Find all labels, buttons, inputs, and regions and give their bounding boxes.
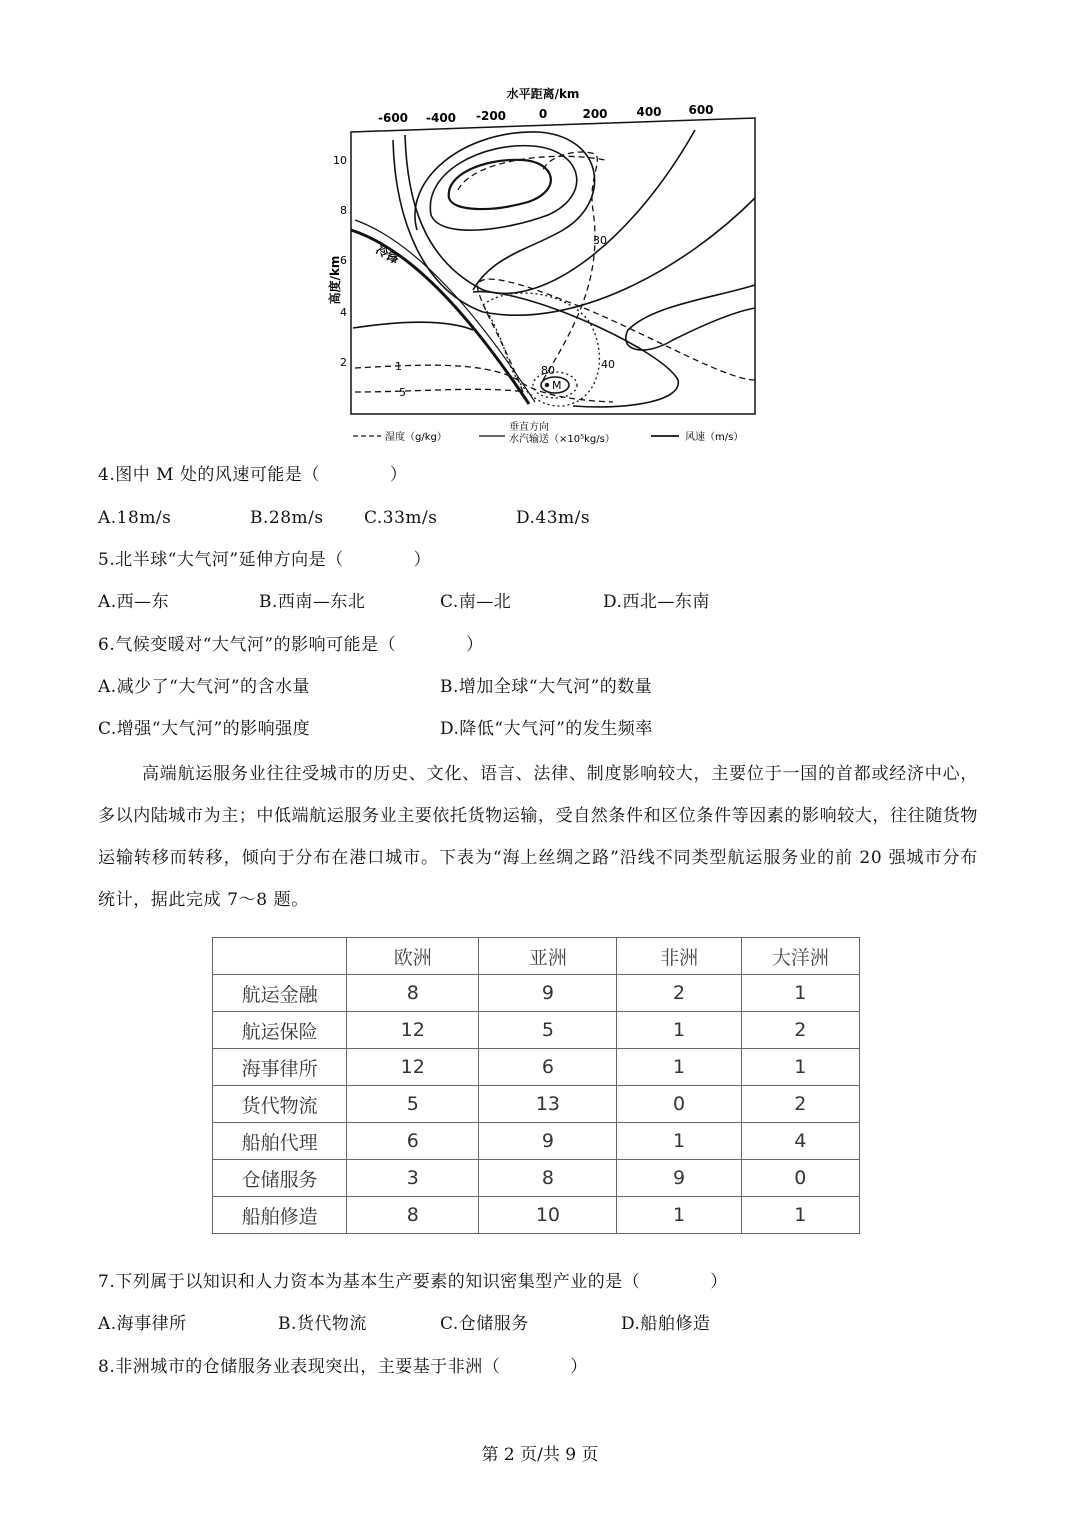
left-axis-title: 高度/km bbox=[328, 255, 342, 305]
question-4-stem: 4.图中 M 处的风速可能是（ ） bbox=[98, 465, 408, 485]
table-cell: 4 bbox=[741, 1123, 859, 1160]
top-tick: -600 bbox=[377, 111, 409, 125]
question-6-option-d[interactable]: D.降低“大气河”的发生频率 bbox=[440, 719, 653, 739]
vapor-80-label: 80 bbox=[541, 364, 555, 377]
vapor-transport-contours bbox=[483, 293, 599, 406]
question-4-option-b[interactable]: B.28m/s bbox=[250, 508, 324, 528]
table-cell: 8 bbox=[347, 975, 479, 1012]
table-header-cell bbox=[213, 938, 347, 975]
legend-vapor-line1: 垂直方向 bbox=[509, 422, 549, 433]
question-4-option-a[interactable]: A.18m/s bbox=[98, 508, 172, 528]
table-cell: 2 bbox=[741, 1012, 859, 1049]
question-5-option-d[interactable]: D.西北—东南 bbox=[603, 592, 710, 612]
table-cell: 9 bbox=[479, 1123, 617, 1160]
table-cell: 3 bbox=[347, 1160, 479, 1197]
table-cell: 1 bbox=[617, 1012, 741, 1049]
top-tick: 200 bbox=[582, 107, 608, 121]
shipping-services-table bbox=[212, 937, 860, 1234]
top-tick: 0 bbox=[538, 107, 548, 121]
question-7-option-d[interactable]: D.船舶修造 bbox=[621, 1314, 711, 1334]
table-row bbox=[213, 1049, 860, 1086]
table-cell: 12 bbox=[347, 1012, 479, 1049]
question-7-option-b[interactable]: B.货代物流 bbox=[278, 1314, 367, 1334]
question-7-option-c[interactable]: C.仓储服务 bbox=[440, 1314, 529, 1334]
wind-30-label: 30 bbox=[593, 234, 607, 247]
table-cell: 0 bbox=[741, 1160, 859, 1197]
top-axis-title: 水平距离/km bbox=[506, 87, 580, 101]
question-7-option-a[interactable]: A.海事律所 bbox=[98, 1314, 187, 1334]
top-tick: 600 bbox=[688, 103, 714, 117]
table-cell: 6 bbox=[479, 1049, 617, 1086]
table-cell: 1 bbox=[741, 1049, 859, 1086]
humidity-5-label: 5 bbox=[399, 386, 406, 399]
table-cell: 仓储服务 bbox=[213, 1160, 347, 1197]
legend-vapor-line2: 水汽输送（×10⁵kg/s） bbox=[509, 434, 615, 445]
table-header-cell: 非洲 bbox=[617, 938, 741, 975]
table-cell: 船舶修造 bbox=[213, 1197, 347, 1234]
top-tick: 400 bbox=[636, 105, 662, 119]
table-cell: 货代物流 bbox=[213, 1086, 347, 1123]
left-tick: 8 bbox=[340, 204, 347, 217]
table-cell: 13 bbox=[479, 1086, 617, 1123]
table-header-cell: 大洋洲 bbox=[741, 938, 859, 975]
left-tick: 2 bbox=[340, 356, 347, 369]
question-4-option-d[interactable]: D.43m/s bbox=[516, 508, 591, 528]
passage-text: 高端航运服务业往往受城市的历史、文化、语言、法律、制度影响较大，主要位于一国的首都或经济中心，多以内陆城市为主；中低端航运服务业主要依托货物运输，受自然条件和区位条件等因素的影响较大，往往随货物运输转移而转移，倾向于分布在港口城市。下表为“海上丝绸之路”沿线不同类型航运服务业的前 20 强城市分布统计，据此完成 7～8 题。 bbox=[98, 764, 978, 910]
table-cell: 6 bbox=[347, 1123, 479, 1160]
table-cell: 1 bbox=[617, 1049, 741, 1086]
table-cell: 海事律所 bbox=[213, 1049, 347, 1086]
question-8-stem: 8.非洲城市的仓储服务业表现突出，主要基于非洲（ ） bbox=[98, 1357, 588, 1377]
figure-legend bbox=[353, 420, 743, 445]
table-cell: 5 bbox=[479, 1012, 617, 1049]
table-cell: 2 bbox=[741, 1086, 859, 1123]
question-5-stem: 5.北半球“大气河”延伸方向是（ ） bbox=[98, 550, 432, 570]
legend-wind: 风速（m/s） bbox=[685, 432, 744, 443]
humidity-contours bbox=[355, 152, 755, 402]
question-5-option-b[interactable]: B.西南—东北 bbox=[259, 592, 366, 612]
point-m-label: M bbox=[552, 379, 562, 392]
table-header-cell: 欧洲 bbox=[347, 938, 479, 975]
question-5-option-c[interactable]: C.南—北 bbox=[440, 592, 512, 612]
table-cell: 航运金融 bbox=[213, 975, 347, 1012]
table-cell: 8 bbox=[479, 1160, 617, 1197]
left-tick: 10 bbox=[333, 154, 347, 167]
table-cell: 9 bbox=[617, 1160, 741, 1197]
question-6-stem: 6.气候变暖对“大气河”的影响可能是（ ） bbox=[98, 635, 484, 655]
table-cell: 1 bbox=[741, 975, 859, 1012]
top-tick: -400 bbox=[425, 111, 457, 125]
table-row bbox=[213, 1086, 860, 1123]
cross-section-diagram bbox=[328, 80, 761, 446]
table-cell: 0 bbox=[617, 1086, 741, 1123]
question-5-option-a[interactable]: A.西—东 bbox=[98, 592, 170, 612]
table-row bbox=[213, 1123, 860, 1160]
table-cell: 12 bbox=[347, 1049, 479, 1086]
table-cell: 10 bbox=[479, 1197, 617, 1234]
table-cell: 1 bbox=[741, 1197, 859, 1234]
table-row bbox=[213, 1197, 860, 1234]
legend-humidity: 湿度（g/kg） bbox=[385, 432, 447, 443]
table-cell: 1 bbox=[617, 1123, 741, 1160]
page-number-footer: 第 2 页/共 9 页 bbox=[481, 1445, 599, 1465]
table-cell: 5 bbox=[347, 1086, 479, 1123]
atmospheric-river-cross-section-figure bbox=[328, 80, 761, 446]
table-cell: 1 bbox=[617, 1197, 741, 1234]
table-header-row bbox=[213, 938, 860, 975]
left-tick: 4 bbox=[340, 306, 347, 319]
table-row bbox=[213, 1160, 860, 1197]
question-6-option-c[interactable]: C.增强“大气河”的影响强度 bbox=[98, 719, 311, 739]
table-header-cell: 亚洲 bbox=[479, 938, 617, 975]
table-cell: 9 bbox=[479, 975, 617, 1012]
table-cell: 2 bbox=[617, 975, 741, 1012]
cold-front-label: 冷锋 bbox=[373, 242, 402, 267]
question-7-stem: 7.下列属于以知识和人力资本为基本生产要素的知识密集型产业的是（ ） bbox=[98, 1272, 728, 1292]
question-4-option-c[interactable]: C.33m/s bbox=[364, 508, 438, 528]
top-tick: -200 bbox=[475, 109, 507, 123]
table-row bbox=[213, 1012, 860, 1049]
table-cell: 8 bbox=[347, 1197, 479, 1234]
left-tick: 6 bbox=[340, 254, 347, 267]
table-row bbox=[213, 975, 860, 1012]
wind-40-label: 40 bbox=[601, 358, 615, 371]
question-6-option-b[interactable]: B.增加全球“大气河”的数量 bbox=[440, 677, 653, 697]
humidity-1-label: 1 bbox=[395, 360, 402, 373]
table-cell: 航运保险 bbox=[213, 1012, 347, 1049]
question-6-option-a[interactable]: A.减少了“大气河”的含水量 bbox=[98, 677, 311, 697]
table-cell: 船舶代理 bbox=[213, 1123, 347, 1160]
